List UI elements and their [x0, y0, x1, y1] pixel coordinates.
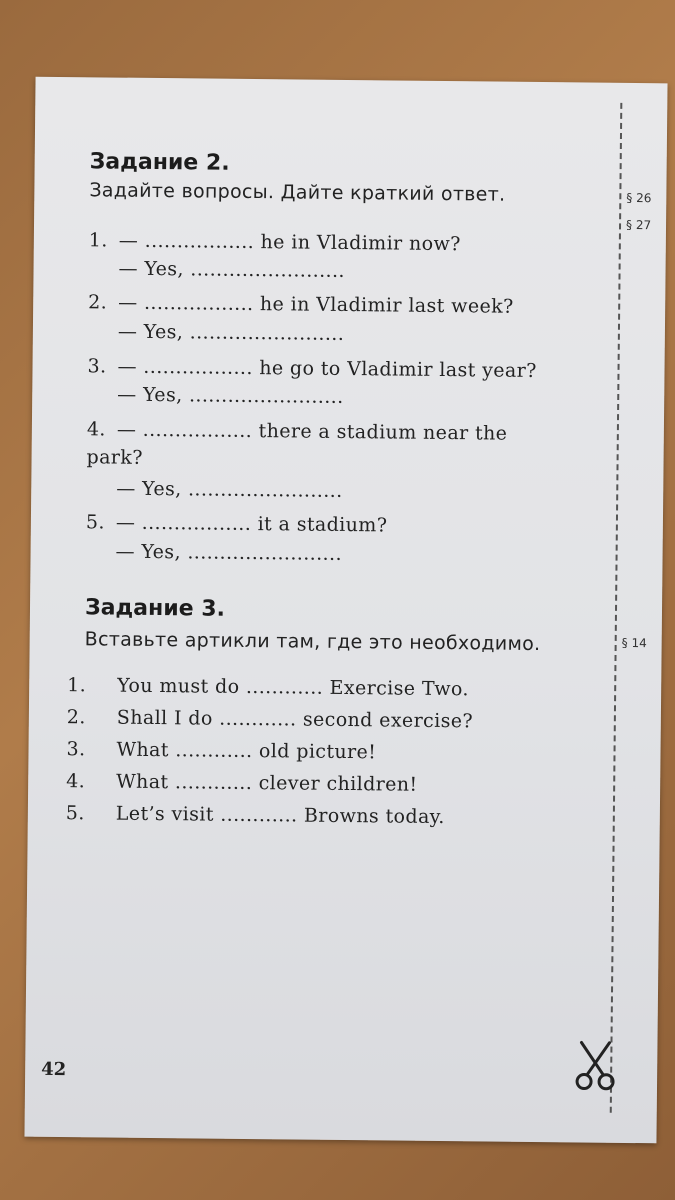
task2-item-4 — [87, 418, 508, 444]
page-number: 42 — [41, 1058, 67, 1081]
item-text: What ............ clever children! — [116, 770, 418, 796]
item-question: — ................. he in Vladimir now? — [118, 229, 461, 256]
task3-item-2 — [67, 706, 473, 732]
item-question: — ................. he in Vladimir last week? — [118, 291, 514, 318]
item-number: 4. — [66, 770, 86, 793]
task3-title: Задание 3. — [84, 595, 226, 622]
item-question: — ................. it a stadium? — [115, 511, 388, 537]
task2-title: Задание 2. — [89, 149, 230, 176]
task3-item-3 — [66, 738, 376, 763]
item-number: 5. — [65, 802, 85, 825]
task2-instruction: Задайте вопросы. Дайте краткий ответ. — [89, 179, 506, 206]
item-number: 2. — [88, 291, 108, 314]
task3-section: § 14 — [621, 635, 647, 651]
item-text: Shall I do ............ second exercise? — [116, 706, 474, 733]
item-number: 1. — [67, 674, 87, 697]
task3-item-5 — [66, 802, 445, 828]
item-number: 3. — [66, 738, 86, 761]
task2-answer-2: — Yes, ........................ — [117, 320, 345, 345]
task3-item-1 — [67, 674, 469, 700]
item-number: 5. — [85, 511, 105, 534]
task2-answer-1: — Yes, ........................ — [118, 257, 346, 282]
task3-item-4 — [66, 770, 418, 796]
task2-item-1 — [89, 229, 461, 255]
item-number: 4. — [86, 418, 106, 441]
item-question: — ................. there a stadium near the — [116, 418, 508, 445]
task2-answer-3: — Yes, ........................ — [117, 383, 344, 408]
cut-line — [610, 103, 623, 1113]
task2-item-3 — [87, 355, 536, 382]
task2-section-2: § 27 — [625, 217, 652, 233]
task2-answer-5: — Yes, ........................ — [115, 540, 343, 565]
item-number: 1. — [88, 229, 108, 252]
item-question: — ................. he go to Vladimir last year? — [117, 355, 537, 382]
task2-item-2 — [88, 291, 514, 317]
task2-item-5 — [86, 511, 388, 536]
task2-section-1: § 26 — [626, 190, 652, 206]
item-text: Let’s visit ............ Browns today. — [115, 802, 445, 829]
item-number: 3. — [87, 355, 107, 378]
scissors-icon — [573, 1040, 618, 1092]
workbook-page — [24, 77, 667, 1144]
item-number: 2. — [66, 706, 86, 729]
task2-item-4-cont: park? — [86, 446, 143, 469]
item-text: What ............ old picture! — [116, 738, 377, 764]
item-text: You must do ............ Exercise Two. — [117, 674, 470, 701]
task2-answer-4: — Yes, ........................ — [116, 477, 343, 502]
task3-instruction: Вставьте артикли там, где это необходимо. — [84, 628, 541, 656]
